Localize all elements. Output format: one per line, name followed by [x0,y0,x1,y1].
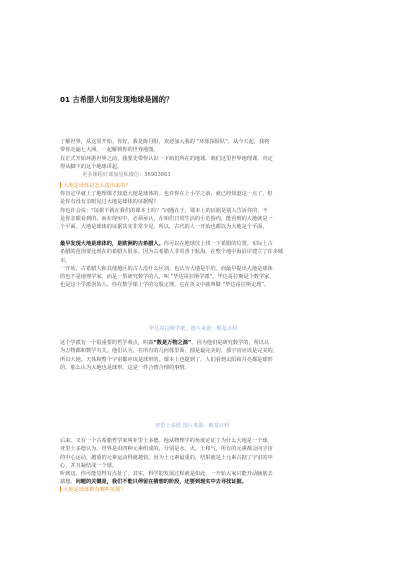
p3-line-1: 这个学派有一个很重要的哲学观点，叫做 [60,340,154,346]
promo-note: 更多课程好课加星私微信：36903863 [82,172,171,179]
paragraph-4 [60,437,358,487]
section-heading: 01 古希腊人如何发现地球是圆的？ [60,95,174,104]
p2-line-3: 市。 [60,257,71,264]
intro-line-3: 在正式开始环游世界之前，我要先带你认识一下咱们所在的地球。咱们这里世界地理课，肯定 [60,155,273,162]
image-caption-1: 毕达哥拉斯学派，图片来源：维基百科 [149,326,238,332]
subheading-1-text: 大地是球体是怎么提出来的？ [63,183,131,189]
p1-line-4: 是你亲眼看到的。而在现实中，必须承认，在咱们日常生活的小范围内，能看到的大地就是一 [60,215,273,222]
intro-line-1: 了解世界，从这里开始。你好，我是陈丹阳，欢迎加入我的 “环球探险队”，从今天起，我将 [60,139,270,145]
p1-line-5: 个平面。大地是球体的证据其实非常少见，所以，古代的人一开始也都以为大地是个平面。 [60,224,268,231]
p2-line-4: 一开始，古希腊人和其他地区的古人没什么区别，也认为大地是平的。而最早提出大地是球体 [60,265,273,272]
p1-line-3: 你也许会说：“证据不就在我们的课本上吗？”问题在于，课本上的证据是别人告诉你的，不 [60,207,268,214]
p3-line-3: 所以大地、天体和整个宇宙都应该是球形的。课本上也提到了，人们看到太阳和月亮都是球形 [60,356,273,363]
subheading-2-text: 大地是球体都有哪些证据？ [63,487,126,493]
image-caption-2: 亚里士多德 图片来源：维基百科 [155,423,230,429]
p1-line-1: 你肯定早就上了地理课才知道大地是球体的。也许你在上小学之前，就已经知道这一点了。但 [60,191,273,197]
p4-line-3: 的中心运动，越重的元素运动得就越快。因为土元素最重的，结果就是土元素占据了宇宙的中 [60,454,273,461]
paragraph-1 [60,190,358,231]
subheading-bar-icon [60,486,61,492]
intro-line-4: 得从脚下的这个地球讲起。 [60,163,123,170]
paragraph-2 [60,240,358,290]
p2-line-6: 也是这个学派创始人。你在数学课上学的勾股定理，它在英文中就叫做 “毕达哥拉斯定理”。 [60,282,270,289]
p3-bold-quote: “数是万物之源” [153,340,192,346]
p3-line-2: 为万物都和数学有关。他们认为，在所有的几何体里面，圆是最完美的。那宇宙应该是完美的， [60,348,278,355]
p2-bold-lead: 最早发现大地是球体的，是欧洲的古希腊人。 [60,241,164,247]
intro-paragraph [60,138,358,179]
p4-line-1: 后来，又有一个古希腊哲学家叫亚里士多德。他从物理学的角度论证了为什么大地是一个球。 [60,438,273,444]
p2-line-5: 的也不是地理学家，而是一帮研究数学的人，叫 “毕达哥拉斯学派”。毕达哥拉斯是个数学家， [60,274,275,281]
p4-line-4: 心，并且凝结成一个球。 [60,462,118,469]
p4-line-2: 亚里士多德认为，世界是由四种元素组成的，分别是水、火、土和气，所有的元素都会向宇宙 [60,446,273,453]
p3-line-4: 的，那么认为大地也是球形，这是一件合情合理的事情。 [60,364,190,371]
p1-line-2: 是你有没有亲眼见过大地是球体的证据呢？ [60,199,159,206]
subheading-2 [60,486,358,494]
paragraph-3 [60,339,358,372]
p4-bold-conclusion: 问题的关键是，我们不能只停留在猜想的阶段，还要到现实中去寻找证据。 [75,479,247,486]
p2-line-2: 希腊的范围要比现在的希腊大很多。因为古希腊人非常善于航海，在整个地中海沿岸建立了许多城 [60,249,284,256]
p2-line-1-rest: 你可以在地球仪上找一下希腊的位置。实际上古 [163,241,273,247]
p4-line-6-start: 猜想。 [60,479,76,486]
subheading-bar-icon [60,182,61,188]
intro-line-2: 带你走遍七大洲，一起解锁你的世界地图。 [60,147,159,154]
p4-line-5: 听到这，你可能觉得有点扯了。其实，科学的发展过程就是如此，一开始大家只能开动脑筋去 [60,471,273,478]
p3-line-1-rest: 。因为他们是研究数学的，所以认 [191,340,270,346]
